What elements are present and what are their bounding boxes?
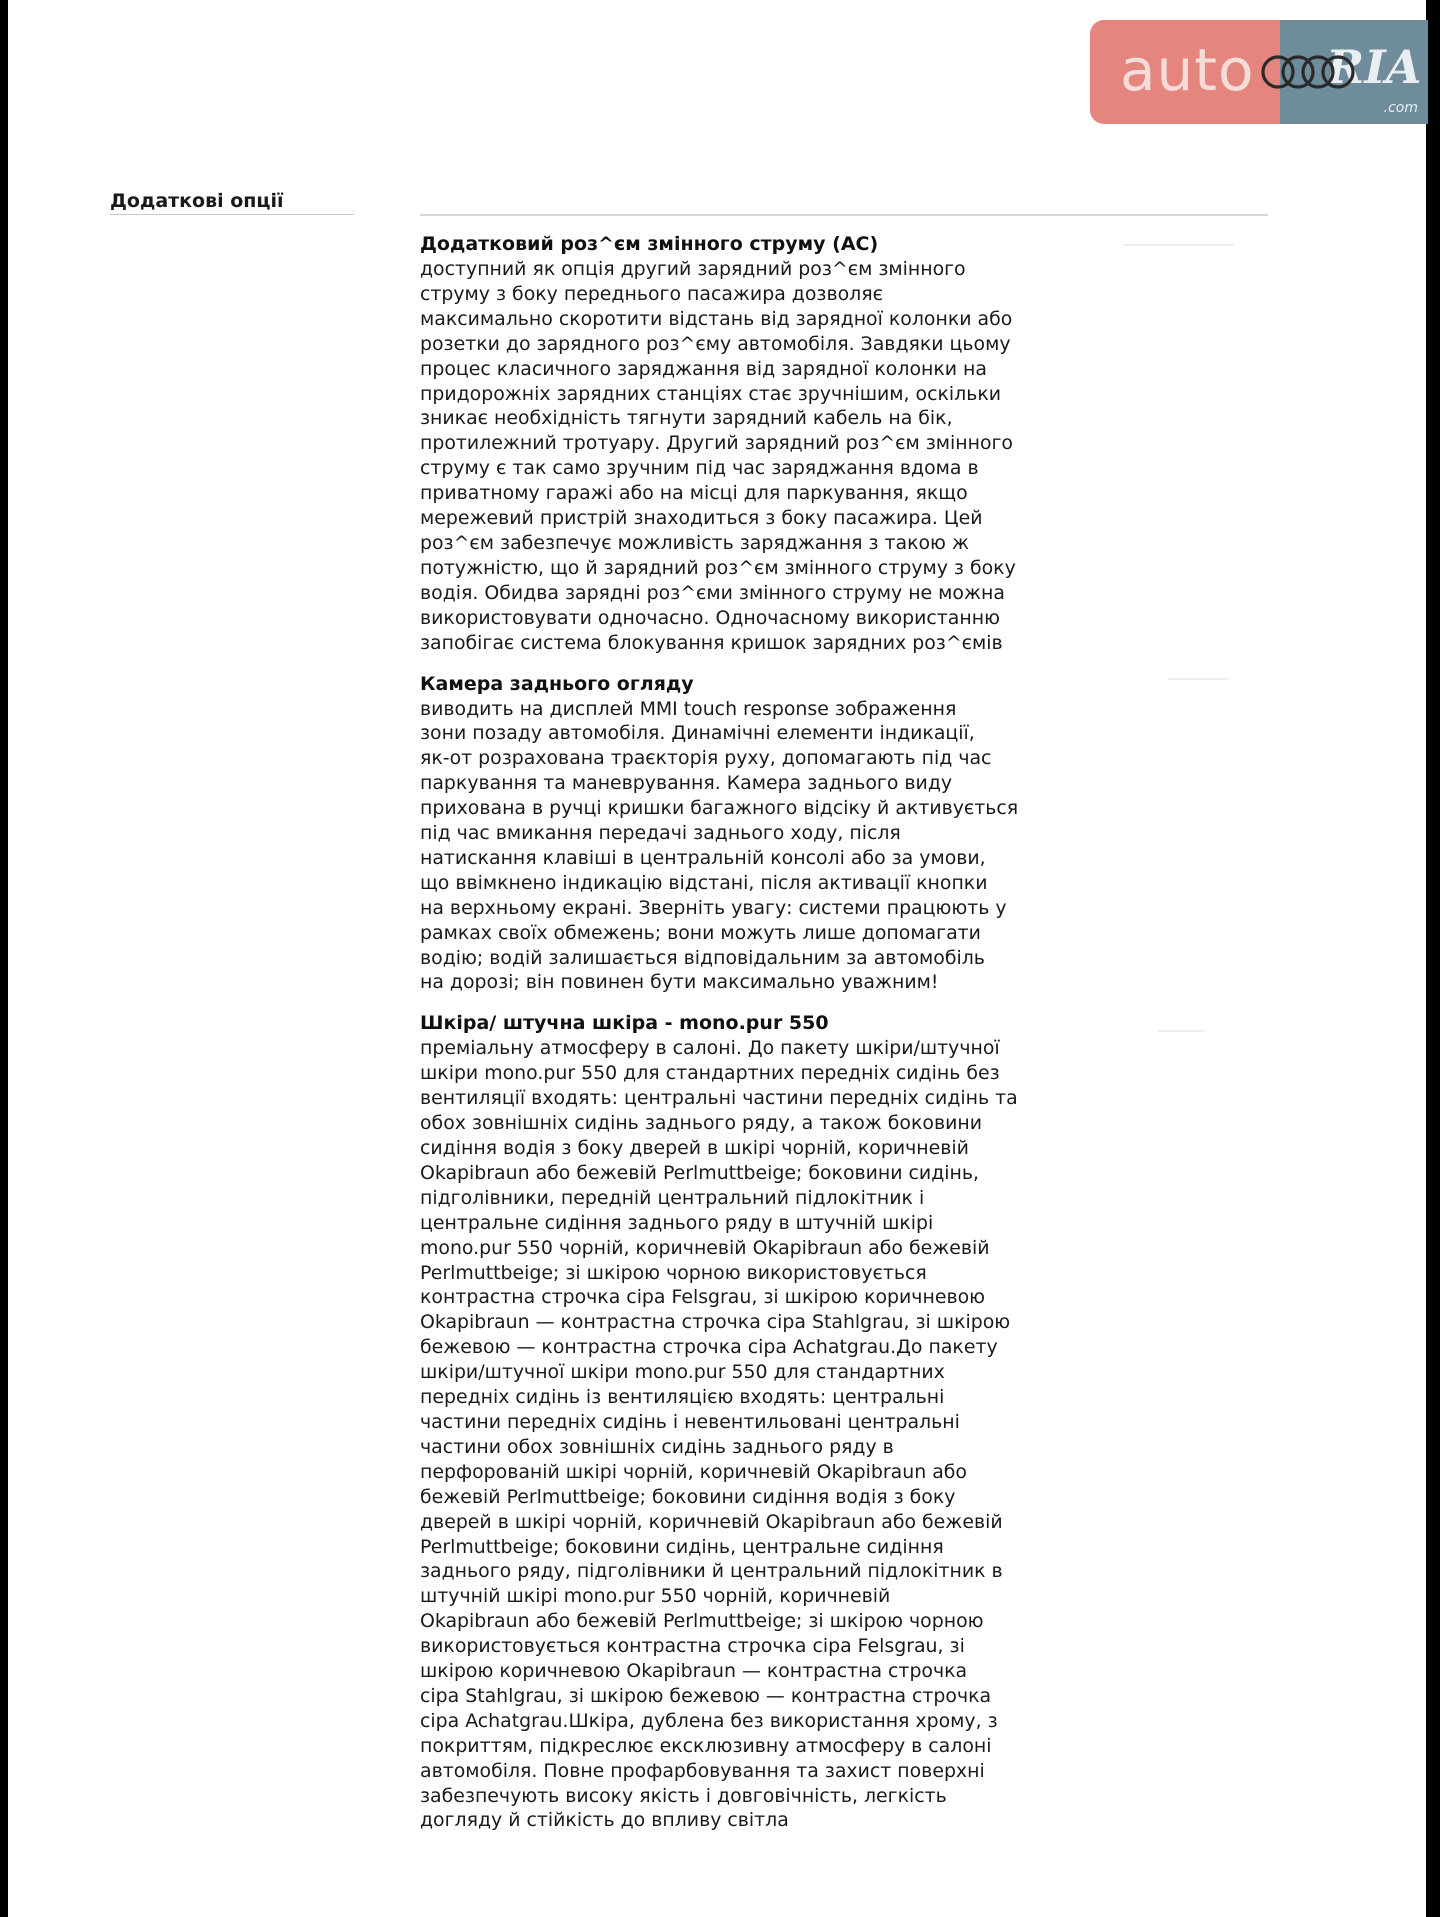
- sidebar-title: Додаткові опції: [110, 190, 284, 212]
- option-title: Додатковий роз^єм змінного струму (AC): [420, 233, 879, 255]
- options-list: [420, 232, 1060, 1849]
- faint-mark: [1158, 1030, 1204, 1032]
- faint-mark: [1168, 678, 1228, 680]
- option-item-leather-upholstery: [420, 1011, 1060, 1833]
- option-item-ac-charging-socket: [420, 232, 1060, 656]
- option-item-rear-camera: [420, 672, 1060, 996]
- option-title: Шкіра/ штучна шкіра - mono.pur 550: [420, 1012, 829, 1035]
- document-page: [8, 0, 1426, 1917]
- logo-text-com: .com: [1383, 100, 1418, 116]
- logo-text-auto: auto: [1120, 36, 1255, 104]
- option-description: доступний як опція другий зарядний роз^єм змінного струму з боку переднього пасажира дозволяє максимально скоротити відстань від зарядної колонки або розетки до зарядного роз^єму автомобіля. Завдяки цьому процес класичного заряджання від зарядної колонки на придорожніх зарядних станціях стає зручнішим, оскільки зникає необхідність тягнути зарядний кабель на бік, протилежний тротуару. Другий зарядний роз^єм змінного струму є так само зручним під час заряджання вдома в приватному гаражі або на місці для паркування, якщо мережевий пристрій знаходиться з боку пасажира. Цей роз^єм забезпечує можливість заряджання з такою ж потужністю, що й зарядний роз^єм змінного струму з боку водія. Обидва зарядні роз^єми змінного струму не можна використовувати одночасно. Одночасному використанню запобігає система блокування кришок зарядних роз^ємів: [420, 258, 1016, 654]
- four-rings-icon: [1258, 46, 1358, 98]
- option-description: преміальну атмосферу в салоні. До пакету шкіри/штучної шкіри mono.pur 550 для стандартних передніх сидінь без вентиляції входять: центральні частини передніх сидінь та обох зовнішніх сидінь заднього ряду, а також боковини сидіння водія з боку дверей в шкірі чорній, коричневій Okapibraun або бежевій Perlmuttbeige; боковини сидінь, підголівники, передній центральний підлокітник і центральне сидіння заднього ряду в штучній шкірі mono.pur 550 чорній, коричневій Okapibraun або бежевій Perlmuttbeige; зі шкірою чорною використовується контрастна строчка сіра Felsgrau, зі шкірою коричневою Okapibraun — контрастна строчка сіра Stahlgrau, зі шкірою бежевою — контрастна строчка сіра Achatgrau.До пакету шкіри/штучної шкіри mono.pur 550 для стандартних передніх сидінь із вентиляцією входять: центральні частини передніх сидінь і невентильовані центральні частини обох зовнішніх сидінь заднього ряду в перфорованій шкірі чорній, коричневій Okapibraun або бежевій Perlmuttbeige; боковини сидіння водія з боку дверей в шкірі чорній, коричневій Okapibraun або бежевій Perlmuttbeige; боковини сидінь, центральне сидіння заднього ряду, підголівники й центральний підлокітник в штучній шкірі mono.pur 550 чорній, коричневій Okapibraun або бежевій Perlmuttbeige; зі шкірою чорною використовується контрастна строчка сіра Felsgrau, зі шкірою коричневою Okapibraun — контрастна строчка сіра Stahlgrau, зі шкірою бежевою — контрастна строчка сіра Achatgrau.Шкіра, дублена без використання хрому, з покриттям, підкреслює ексклюзивну атмосферу в салоні автомобіля. Повне профарбовування та захист поверхні забезпечують високу якість і довговічність, легкість догляду й стійкість до впливу світла: [420, 1037, 1018, 1832]
- option-description: виводить на дисплей MMI touch response зображення зони позаду автомобіля. Динамічні елементи індикації, як-от розрахована траєкторія руху, допомагають під час паркування та маневрування. Камера заднього виду прихована в ручці кришки багажного відсіку й активується під час вмикання передачі заднього ходу, після натискання клавіші в центральній консолі або за умови, що ввімкнено індикацію відстані, після активації кнопки на верхньому екрані. Зверніть увагу: системи працюють у рамках своїх обмежень; вони можуть лише допомагати водію; водій залишається відповідальним за автомобіль на дорозі; він повинен бути максимально уважним!: [420, 697, 1019, 994]
- sidebar-divider: [110, 214, 354, 215]
- logo-text-ria: RIA: [1326, 40, 1422, 94]
- autoria-watermark-logo: [1090, 20, 1428, 124]
- option-title: Камера заднього огляду: [420, 672, 694, 695]
- content-divider: [420, 214, 1268, 216]
- faint-mark: [1124, 244, 1234, 246]
- logo-left-block: [1090, 20, 1280, 124]
